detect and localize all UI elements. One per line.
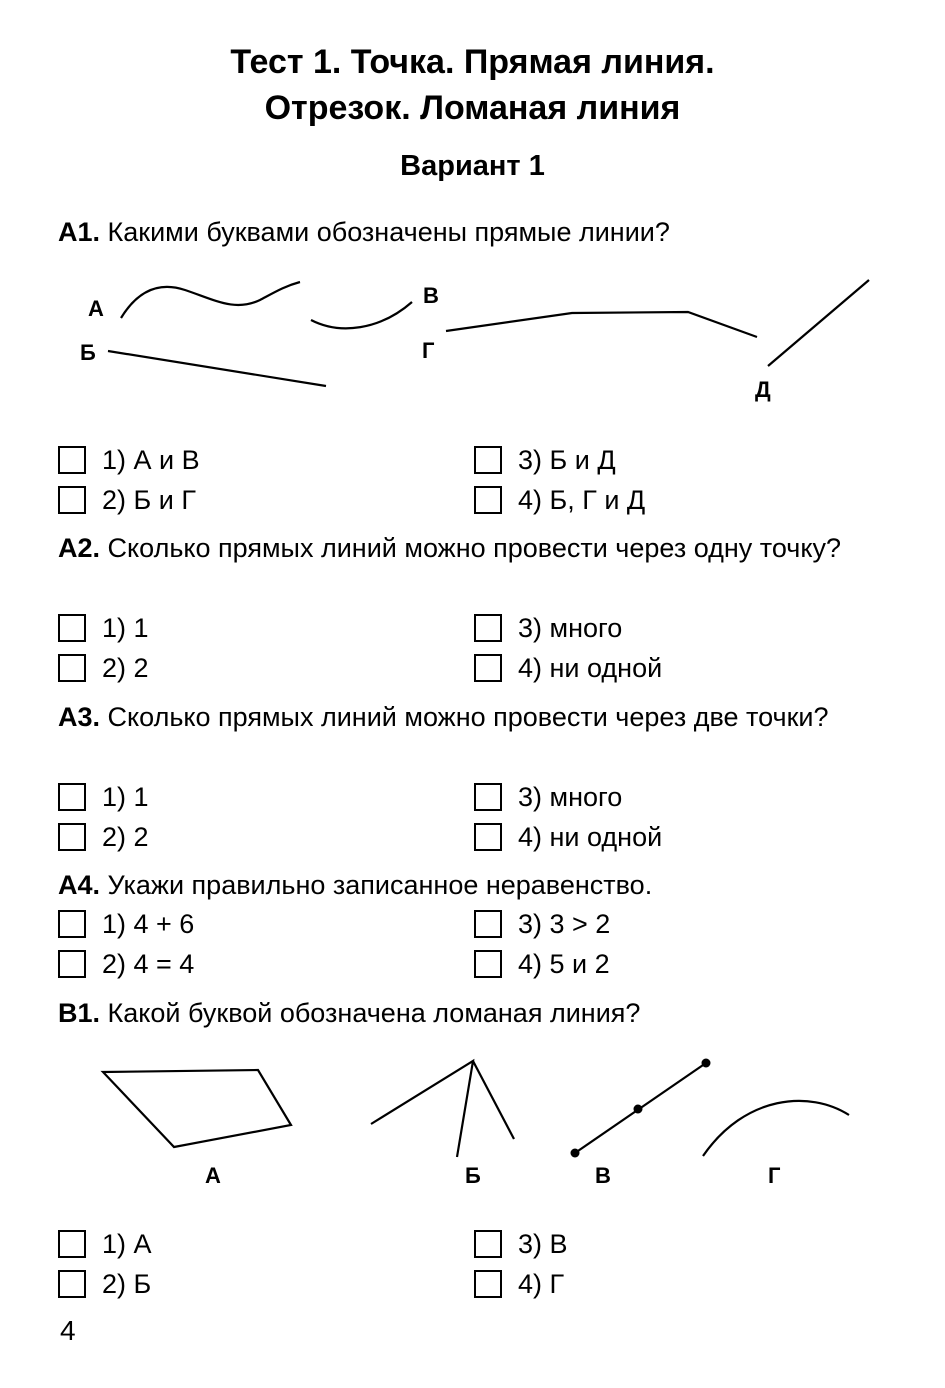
label-v: В [595,1163,611,1188]
question-text: Какими буквами обозначены прямые линии? [107,217,670,247]
checkbox[interactable] [474,614,502,642]
variant-heading: Вариант 1 [400,150,545,182]
point [702,1059,711,1068]
option-label: 1) 4 + 6 [102,908,195,939]
checkbox[interactable] [58,614,86,642]
answer-option[interactable] [58,1267,151,1301]
option-label: 2) Б и Г [102,484,196,515]
curve-a [121,282,300,318]
question-text: Укажи правильно записанное неравенство. [107,870,653,900]
arc-g [703,1101,849,1156]
answer-option[interactable] [474,907,610,941]
option-label: 1) 1 [102,781,149,812]
answer-option[interactable] [58,483,196,517]
question-a2 [58,528,894,568]
answer-option[interactable] [58,443,200,477]
option-label: 3) много [518,612,623,643]
checkbox[interactable] [474,486,502,514]
answer-option[interactable] [58,611,149,645]
answer-option[interactable] [58,907,194,941]
question-number: А3. [58,702,101,732]
question-number: В1. [58,998,101,1028]
question-a4 [58,865,894,905]
checkbox[interactable] [474,910,502,938]
label-b: Б [465,1163,481,1188]
answer-option[interactable] [474,1267,564,1301]
option-label: 1) 1 [102,612,149,643]
answer-option[interactable] [58,651,149,685]
a1-figure [108,280,869,386]
option-label: 3) В [518,1228,568,1259]
answer-option[interactable] [58,1227,152,1261]
point [634,1105,643,1114]
checkbox[interactable] [474,654,502,682]
checkbox[interactable] [58,654,86,682]
label-d: Д [755,377,771,402]
answer-option[interactable] [58,820,149,854]
polyline-g [446,312,757,337]
checkbox[interactable] [474,823,502,851]
label-a: А [205,1163,221,1188]
checkbox[interactable] [58,823,86,851]
question-number: А4. [58,870,101,900]
option-label: 4) ни одной [518,821,663,852]
label-g: Г [422,338,435,363]
closed-shape-a [103,1070,291,1147]
option-label: 4) Г [518,1268,565,1299]
question-number: А2. [58,533,101,563]
checkbox[interactable] [474,446,502,474]
checkbox[interactable] [58,1270,86,1298]
option-label: 2) 4 = 4 [102,948,195,979]
answer-option[interactable] [474,443,616,477]
checkbox[interactable] [58,950,86,978]
option-label: 3) Б и Д [518,444,616,475]
question-b1 [58,993,894,1033]
label-g: Г [768,1163,781,1188]
answer-option[interactable] [58,947,194,981]
checkbox[interactable] [58,1230,86,1258]
label-b: Б [80,340,96,365]
answer-option[interactable] [474,947,610,981]
question-text: Сколько прямых линий можно провести через две точки? [107,702,829,732]
point [571,1149,580,1158]
answer-option[interactable] [474,780,622,814]
segment-b-branch [473,1061,514,1139]
checkbox[interactable] [474,1270,502,1298]
broken-line-b [371,1061,473,1157]
option-label: 2) Б [102,1268,152,1299]
test-title-line-2: Отрезок. Ломаная линия [264,89,681,127]
question-text: Сколько прямых линий можно провести через одну точку? [107,533,841,563]
option-label: 1) А и В [102,444,200,475]
option-label: 4) 5 и 2 [518,948,610,979]
question-text: Какой буквой обозначена ломаная линия? [107,998,641,1028]
option-label: 2) 2 [102,821,149,852]
line-d [768,280,869,366]
option-label: 4) ни одной [518,652,663,683]
checkbox[interactable] [474,783,502,811]
option-label: 3) 3 > 2 [518,908,611,939]
page-number: 4 [60,1315,76,1346]
checkbox[interactable] [474,950,502,978]
curve-v [311,302,412,328]
label-a: А [88,296,104,321]
question-a3 [58,697,894,737]
question-number: А1. [58,217,101,247]
answer-option[interactable] [474,483,645,517]
test-title-line-1: Тест 1. Точка. Прямая линия. [230,43,715,81]
checkbox[interactable] [58,910,86,938]
option-label: 1) А [102,1228,152,1259]
answer-option[interactable] [474,1227,568,1261]
checkbox[interactable] [474,1230,502,1258]
answer-option[interactable] [474,820,662,854]
checkbox[interactable] [58,486,86,514]
answer-option[interactable] [474,651,662,685]
option-label: 2) 2 [102,652,149,683]
answer-option[interactable] [474,611,622,645]
answer-option[interactable] [58,780,149,814]
label-v: В [423,283,439,308]
line-b [108,351,326,386]
b1-figure [103,1061,849,1157]
option-label: 4) Б, Г и Д [518,484,646,515]
checkbox[interactable] [58,446,86,474]
checkbox[interactable] [58,783,86,811]
option-label: 3) много [518,781,623,812]
